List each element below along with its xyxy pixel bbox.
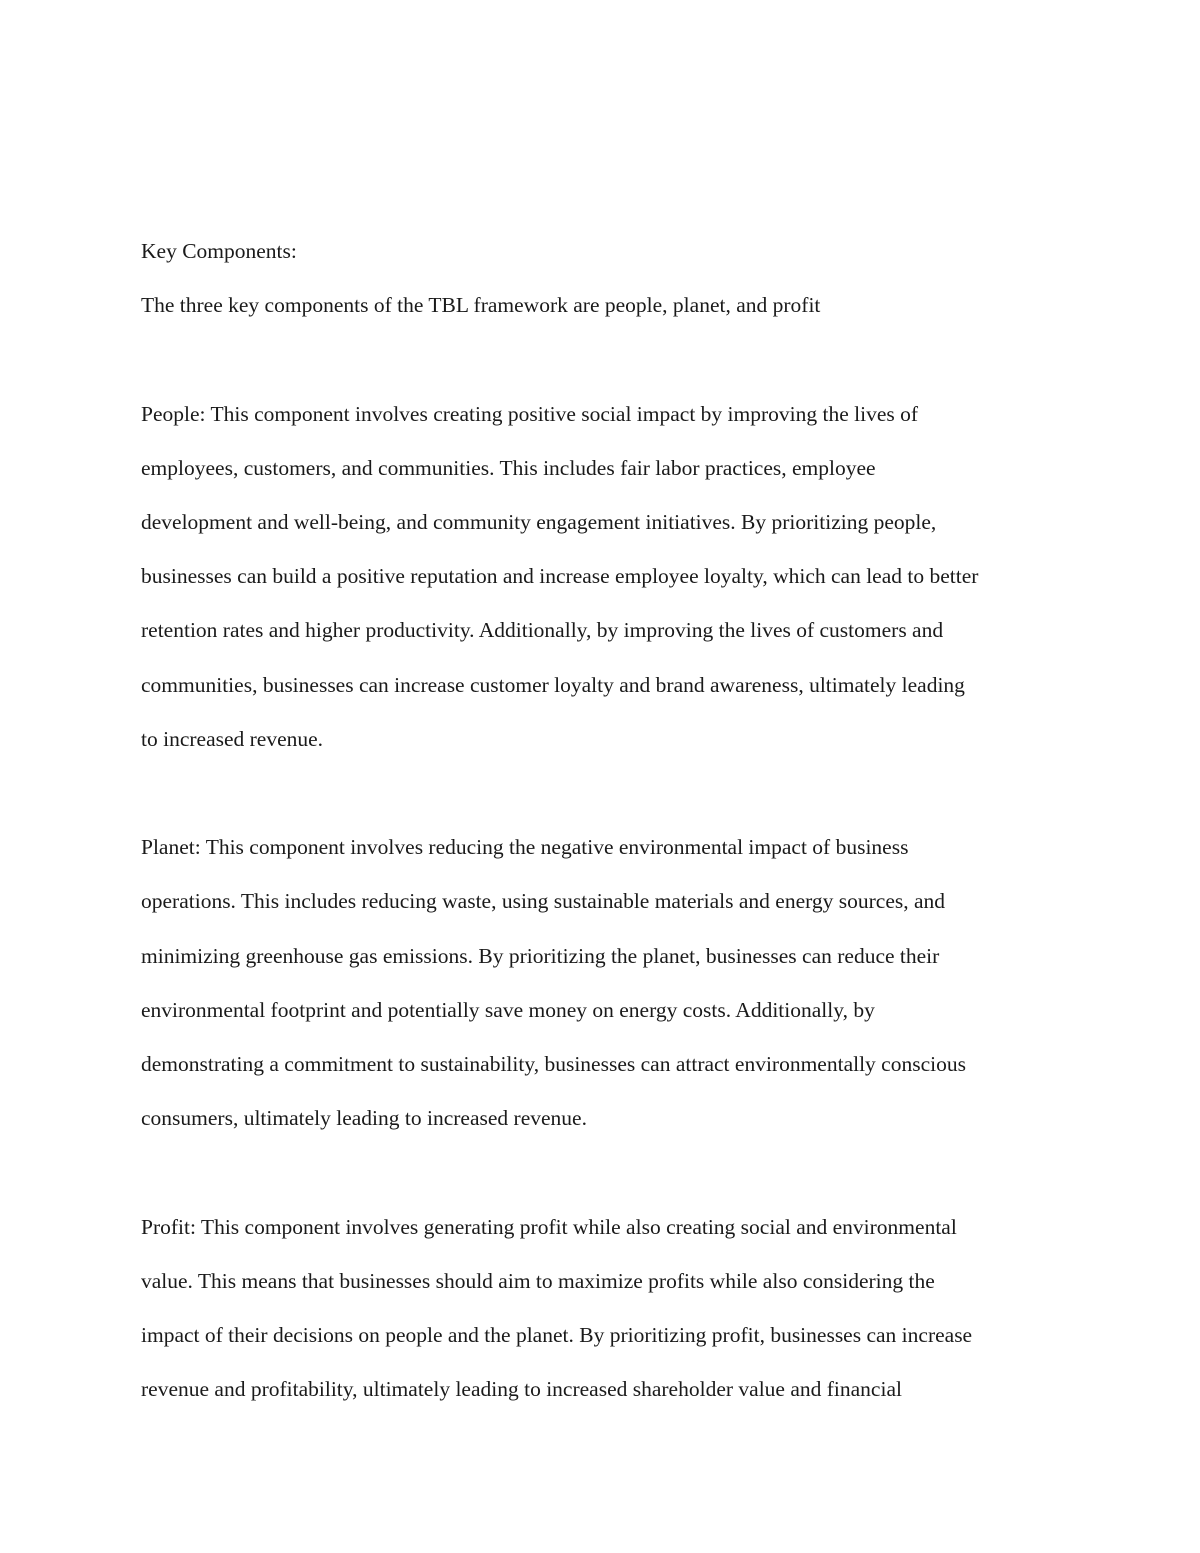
paragraph-gap xyxy=(141,332,1071,386)
people-paragraph xyxy=(141,387,1071,766)
paragraph-gap xyxy=(141,766,1071,820)
planet-line: demonstrating a commitment to sustainability, businesses can attract environmentally conscious xyxy=(141,1052,966,1077)
people-line: retention rates and higher productivity. Additionally, by improving the lives of customers and xyxy=(141,618,944,643)
profit-line: impact of their decisions on people and the planet. By prioritizing profit, businesses can increase xyxy=(141,1323,973,1348)
paragraph-gap xyxy=(141,1145,1071,1199)
profit-line: revenue and profitability, ultimately leading to increased shareholder value and financial xyxy=(141,1377,902,1402)
section-heading: Key Components: xyxy=(141,239,297,263)
planet-line: operations. This includes reducing waste, using sustainable materials and energy sources, and xyxy=(141,889,946,914)
document-body xyxy=(141,224,1071,1416)
planet-paragraph xyxy=(141,820,1071,1145)
planet-line: minimizing greenhouse gas emissions. By prioritizing the planet, businesses can reduce their xyxy=(141,943,940,968)
planet-line: Planet: This component involves reducing the negative environmental impact of business xyxy=(141,835,909,860)
people-line: communities, businesses can increase customer loyalty and brand awareness, ultimately leading xyxy=(141,672,965,697)
planet-line: consumers, ultimately leading to increased revenue. xyxy=(141,1106,587,1131)
profit-paragraph xyxy=(141,1200,1071,1417)
people-line: People: This component involves creating positive social impact by improving the lives of xyxy=(141,401,919,426)
people-line: to increased revenue. xyxy=(141,726,324,751)
people-line: businesses can build a positive reputation and increase employee loyalty, which can lead to better xyxy=(141,564,979,589)
people-line: development and well-being, and community engagement initiatives. By prioritizing people, xyxy=(141,510,937,534)
intro-sentence: The three key components of the TBL framework are people, planet, and profit xyxy=(141,293,821,318)
profit-line: Profit: This component involves generating profit while also creating social and environmental xyxy=(141,1214,957,1239)
profit-line: value. This means that businesses should aim to maximize profits while also considering the xyxy=(141,1268,935,1293)
people-line: employees, customers, and communities. This includes fair labor practices, employee xyxy=(141,455,876,480)
planet-line: environmental footprint and potentially save money on energy costs. Additionally, by xyxy=(141,997,875,1022)
